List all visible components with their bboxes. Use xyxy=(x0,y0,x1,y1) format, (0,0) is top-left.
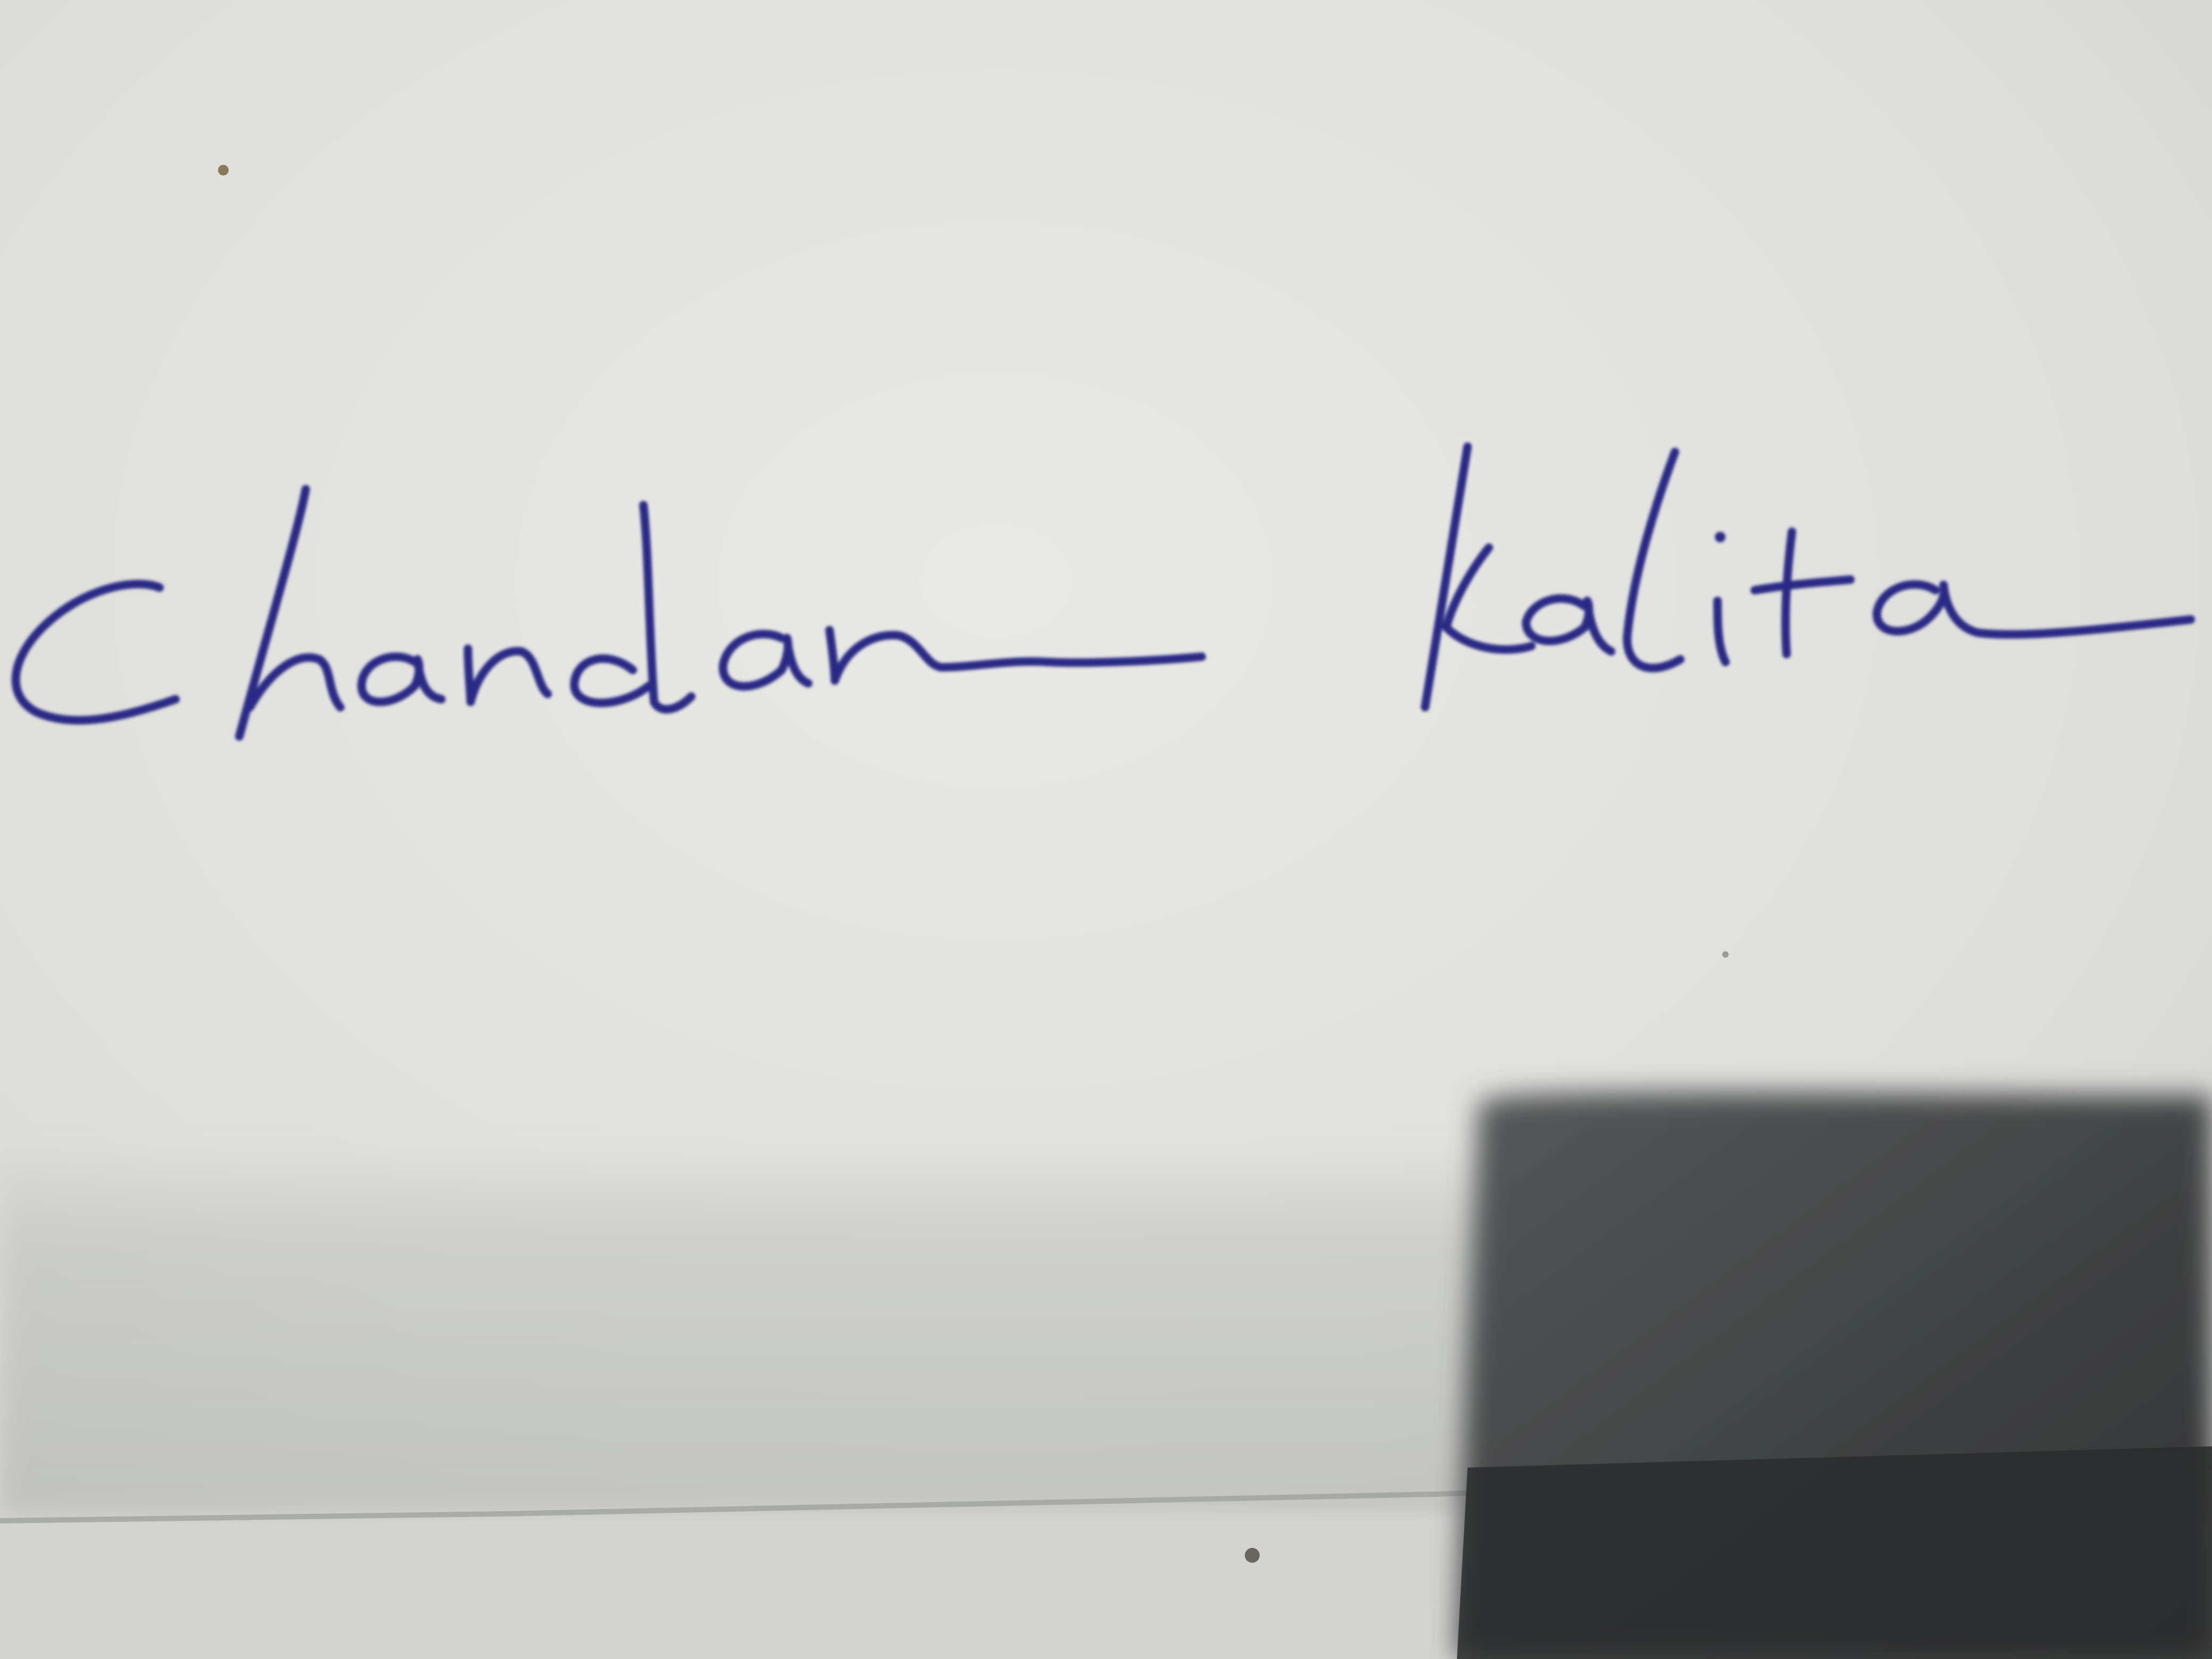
paper-speck xyxy=(218,165,229,175)
paper-speck xyxy=(1245,1548,1260,1563)
dark-shadow-band xyxy=(1457,1446,2212,1659)
paper-speck xyxy=(1722,951,1729,958)
